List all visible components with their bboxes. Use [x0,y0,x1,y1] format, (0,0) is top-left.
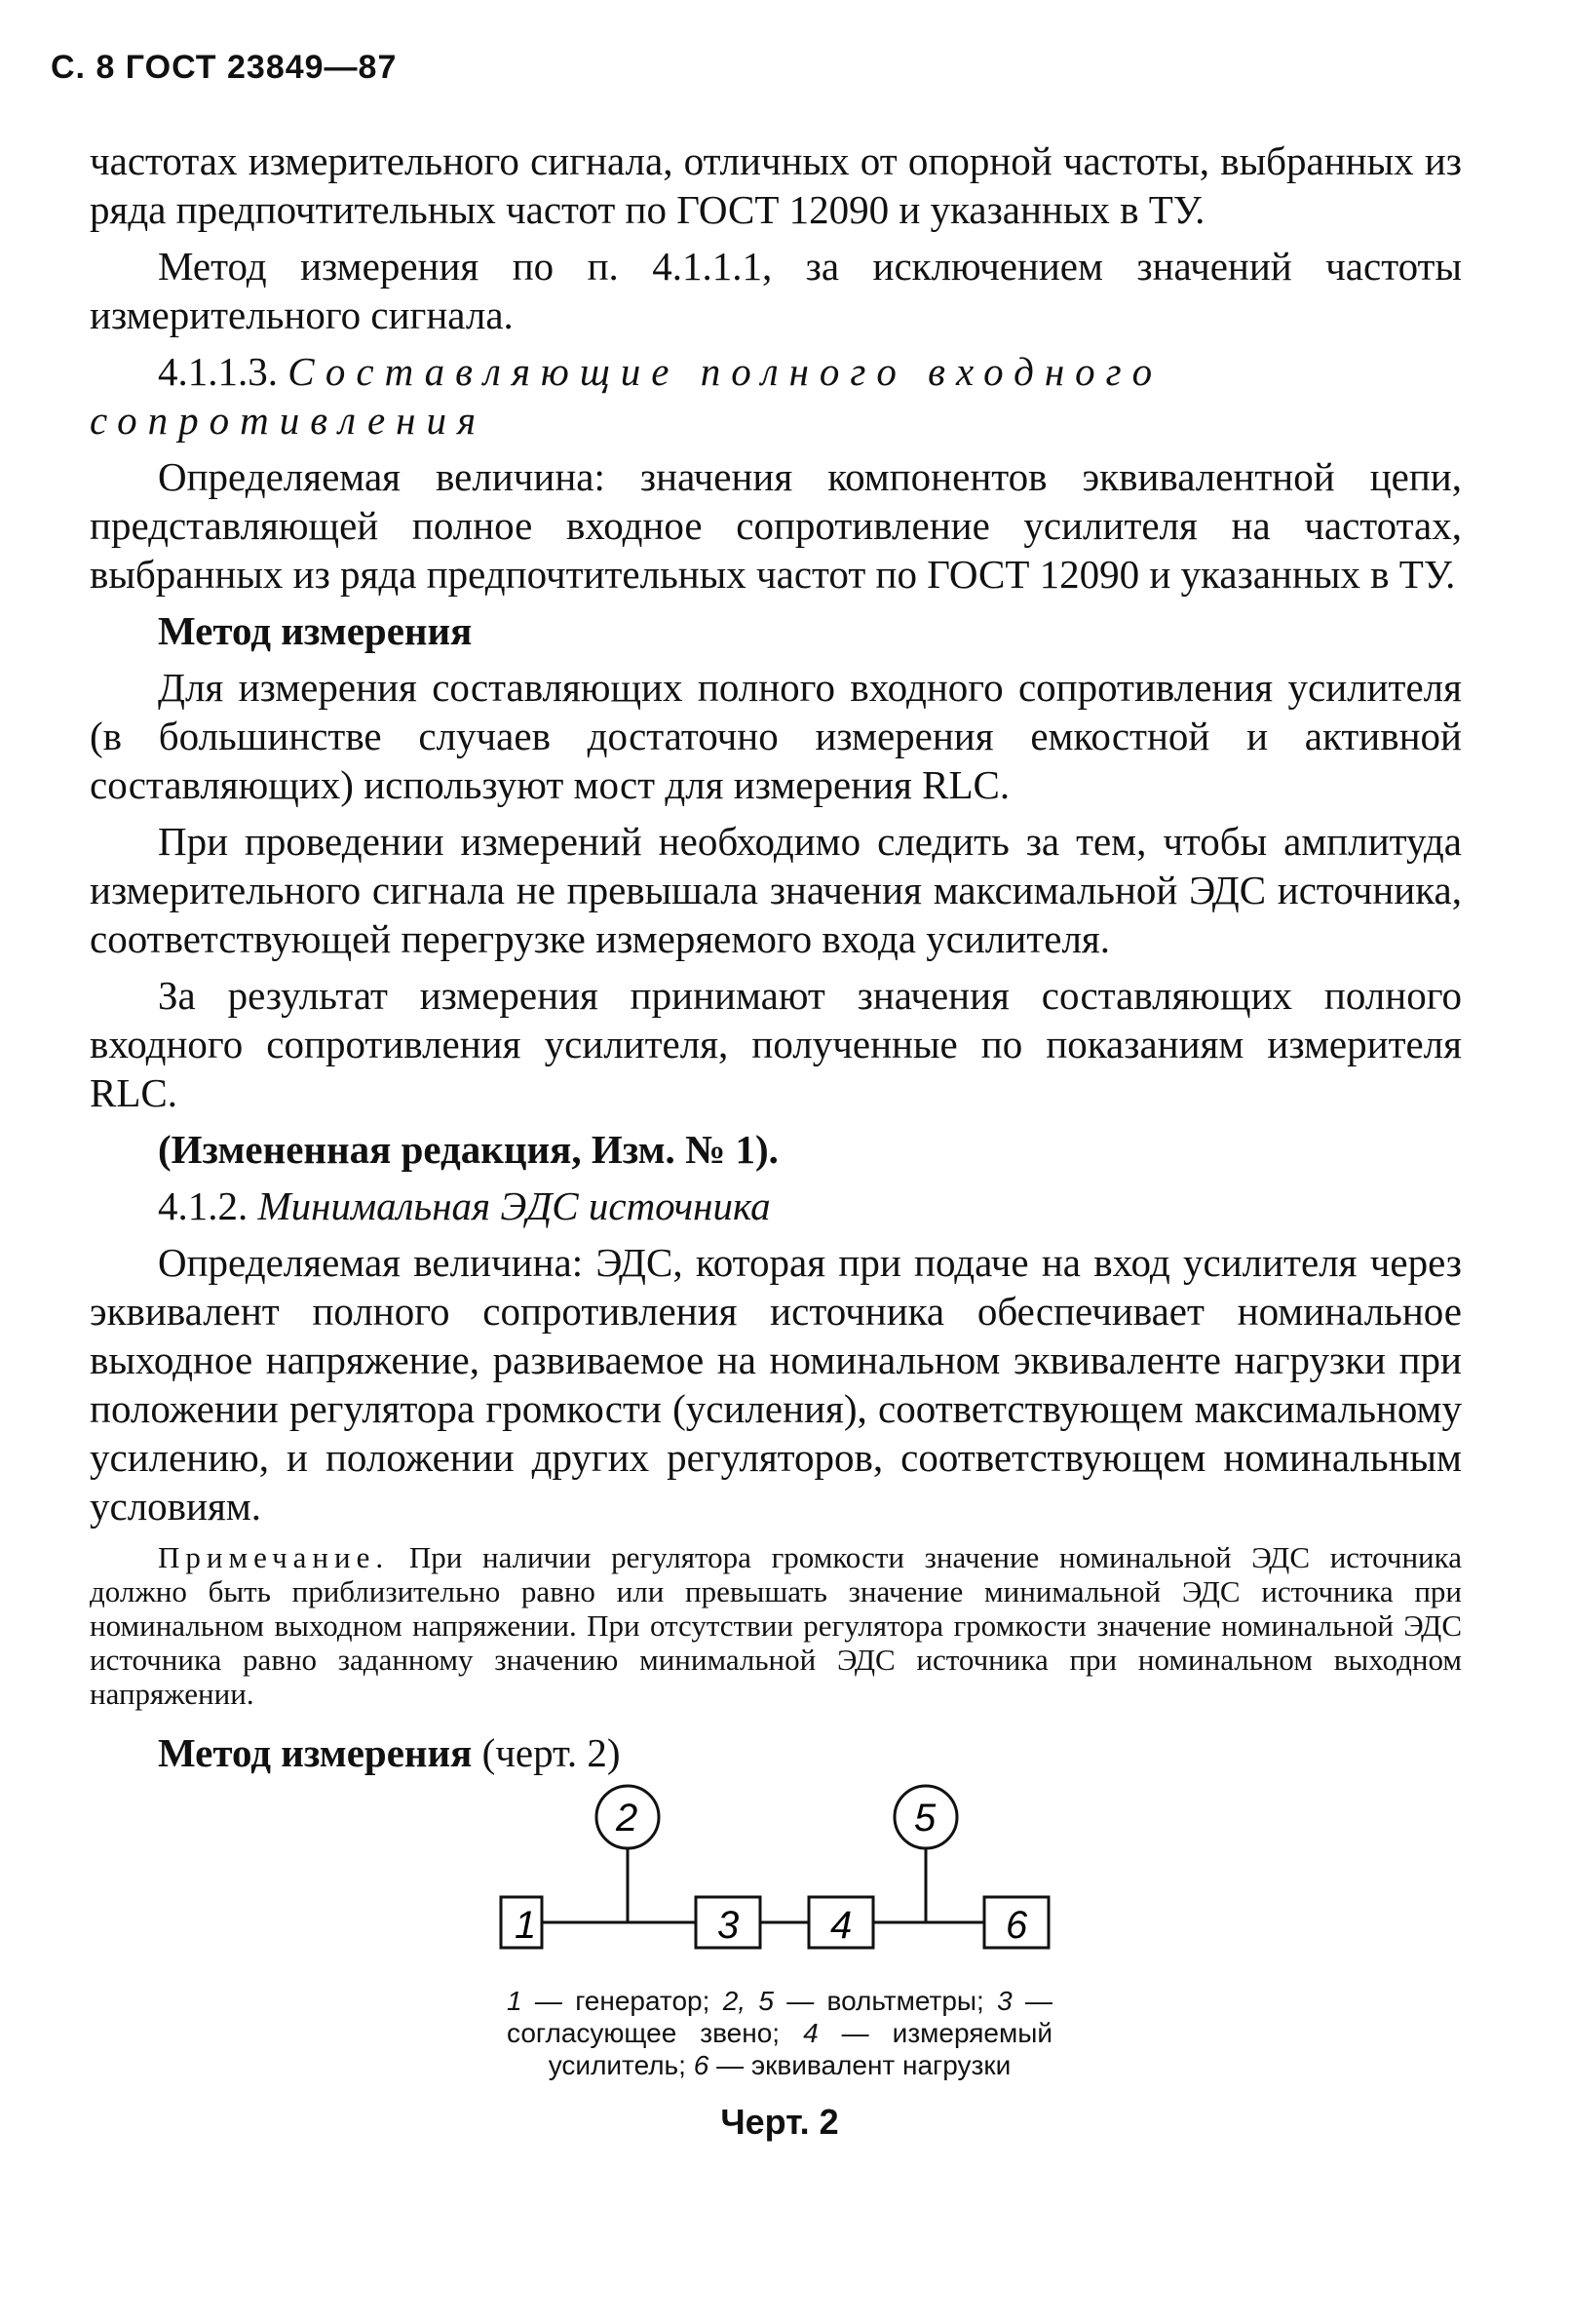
paragraph: частотах измерительного сигнала, отличных от опорной частоты, выбранных из ряда предпочтительных частот по ГОСТ 12090 и указанных в ТУ. [90,138,1462,232]
legend-text: — вольтметры; [786,1986,984,2016]
block-label: 3 [717,1904,740,1947]
note-text: При наличии регулятора громкости значение номинальной ЭДС источника должно быть приблизительно равно или превышать значение минимальной ЭДС источника при номинальном выходном напряжении. При отсутствии регулятора громкости значение номинальной ЭДС источника равно заданному значению минимальной ЭДС источника при номинальном выходном напряжении. [90,1540,1462,1711]
legend-text: — согласующее звено; [507,1986,1053,2048]
section-number: 4.1.2. [158,1183,249,1228]
legend-number: 3 [997,1986,1013,2016]
paragraph: Определяемая величина: значения компонентов эквивалентной цепи, представляющей полное входное сопротивление усилителя на частотах, выбранных из ряда предпочтительных частот по ГОСТ 12090 и указанных в ТУ. [90,454,1462,597]
subheading: Метод измерения [158,608,473,653]
legend-number: 6 [693,2050,709,2080]
paragraph: Для измерения составляющих полного входного сопротивления усилителя (в большинстве случаев достаточно измерения емкостной и активной составляющих) используют мост для измерения RLC. [90,665,1462,807]
legend-text: — измеряемый усилитель; [548,2018,1052,2080]
circle-label: 5 [914,1797,937,1840]
figure-reference: (черт. 2) [481,1730,621,1775]
paragraph: При проведении измерений необходимо следить за тем, чтобы амплитуда измерительного сигнала не превышала значения максимальной ЭДС источника, соответствующей перегрузке измеряемого входа усилителя. [90,819,1462,961]
note-label: Примечание. [158,1540,390,1574]
block-label: 6 [1006,1904,1028,1947]
legend-number: 4 [803,2018,819,2048]
legend-text: — генератор; [534,1986,710,2016]
figure-caption: Черт. 2 [720,2102,839,2142]
document-body [90,136,1462,1777]
section-title: Составляющие полного входного сопротивления [90,349,1164,443]
block-label: 4 [830,1904,853,1947]
legend-number: 2, 5 [722,1986,774,2016]
method-label: Метод измерения [158,1730,473,1775]
circle-label: 2 [616,1797,638,1840]
page-header: С. 8 ГОСТ 23849—87 [51,49,398,86]
section-heading [90,347,1462,445]
block-label: 1 [515,1904,537,1947]
figure-legend [507,1985,1052,2081]
section-number: 4.1.1.3. [158,349,278,394]
block-diagram [487,1780,1072,1975]
note [90,1540,1462,1711]
legend-text: — эквивалент нагрузки [716,2050,1012,2080]
section-heading [90,1181,1462,1230]
revision-note: (Измененная редакция, Изм. № 1). [158,1127,779,1172]
section-title: Минимальная ЭДС источника [257,1183,771,1228]
paragraph: За результат измерения принимают значения составляющих полного входного сопротивления усилителя, полученные по показаниям измерителя RLC. [90,973,1462,1115]
paragraph: Определяемая величина: ЭДС, которая при подаче на вход усилителя через эквивалент полного сопротивления источника обеспечивает номинальное выходное напряжение, развиваемое на номинальном эквиваленте нагрузки при положении регулятора громкости (усиления), соответствующем максимальному усилению, и положении других регуляторов, соответствующем номинальным условиям. [90,1240,1462,1529]
legend-number: 1 [507,1986,522,2016]
paragraph: Метод измерения по п. 4.1.1.1, за исключением значений частоты измерительного сигнала. [90,244,1462,337]
subheading [90,1728,1462,1777]
